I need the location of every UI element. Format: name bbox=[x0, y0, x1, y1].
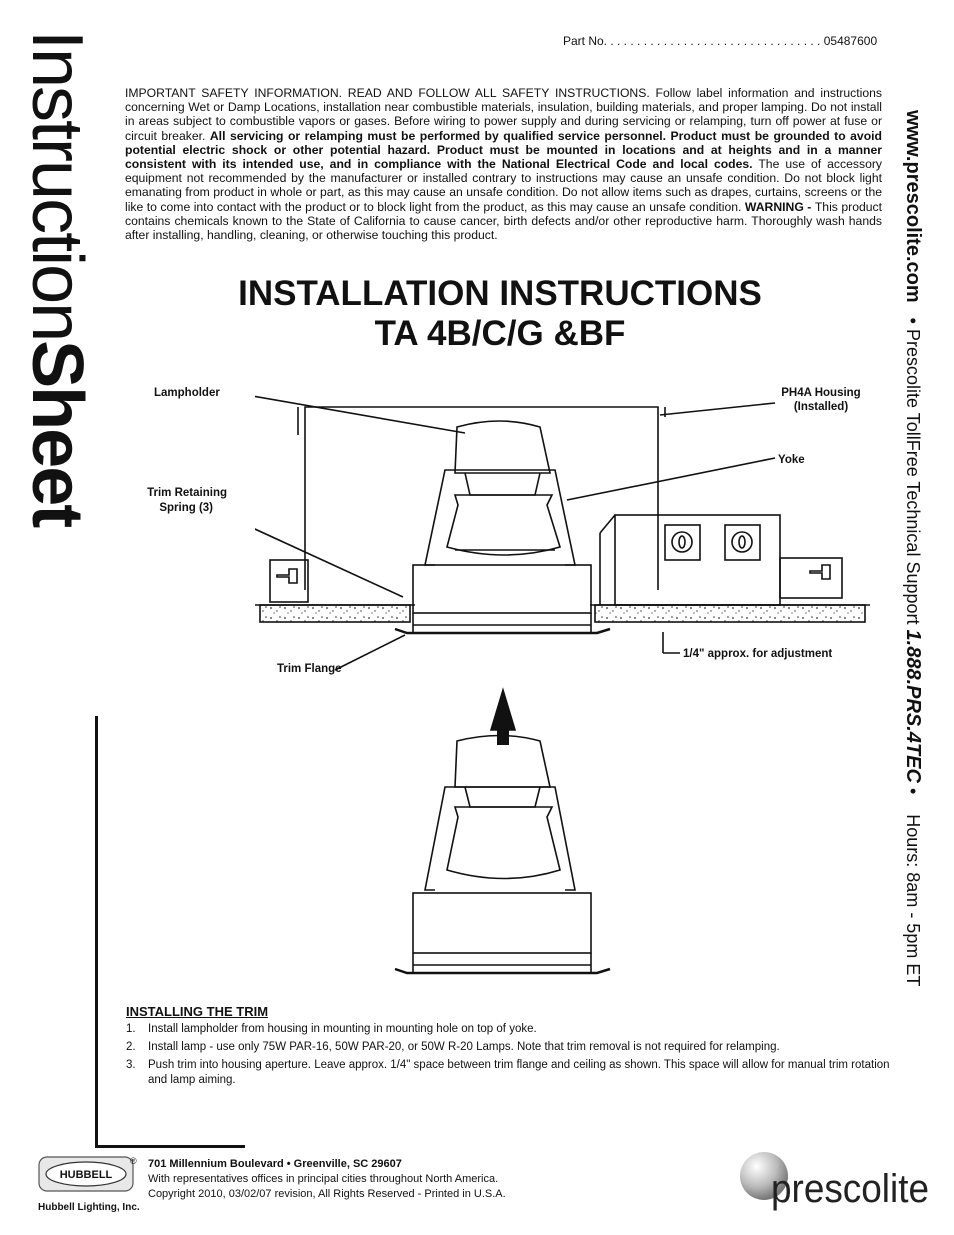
support-sidebar bbox=[890, 110, 936, 1140]
footer-info bbox=[148, 1157, 506, 1202]
leader-spring bbox=[255, 513, 403, 597]
prescolite-logo bbox=[738, 1150, 938, 1220]
website-url[interactable]: www.prescolite.com bbox=[902, 110, 924, 303]
label-housing-line2: (Installed) bbox=[793, 401, 849, 413]
hubbell-logo-text: HUBBELL bbox=[59, 1169, 113, 1181]
leader-lampholder bbox=[255, 393, 465, 433]
safety-bold-text: All servicing or relamping must be performed by qualified service personnel. Product must be grounded to avoid potential electric shock or other potential hazard. Product must be mounted in locations and at heights and in a manner consistent with its intended use, and in compliance with the National Electrical Code and local codes. bbox=[125, 128, 882, 172]
support-hours: Hours: 8am - 5pm ET bbox=[903, 814, 923, 987]
label-trim-flange: Trim Flange bbox=[277, 663, 342, 675]
title-line-1: INSTALLATION INSTRUCTIONS bbox=[238, 274, 762, 313]
footer-copyright: Copyright 2010, 03/02/07 revision, All Rights Reserved - Printed in U.S.A. bbox=[148, 1188, 506, 1200]
safety-information bbox=[125, 86, 882, 242]
step-text: Install lampholder from housing in mounting in mounting hole on top of yoke. bbox=[148, 1023, 537, 1035]
leader-housing bbox=[660, 403, 775, 415]
step-text: Push trim into housing aperture. Leave approx. 1/4" space between trim flange and ceiling as shown. This space will allow for manual trim rotation and lamp aiming. bbox=[148, 1059, 890, 1086]
bullet: • bbox=[903, 787, 923, 795]
list-item bbox=[126, 1022, 891, 1037]
label-yoke: Yoke bbox=[778, 454, 805, 466]
warning-label: WARNING - bbox=[744, 199, 815, 214]
page-title bbox=[125, 274, 875, 354]
footer-address: 701 Millennium Boulevard • Greenville, SC 29607 bbox=[148, 1158, 402, 1170]
footer-line-2: With representatives offices in principal cities throughout North America. bbox=[148, 1173, 499, 1185]
label-lampholder: Lampholder bbox=[154, 387, 220, 399]
label-spring-line1: Trim Retaining bbox=[147, 487, 227, 499]
installation-steps bbox=[126, 1022, 891, 1091]
support-label: Prescolite TollFree Technical Support bbox=[903, 329, 923, 625]
title-line-2: TA 4B/C/G &BF bbox=[374, 314, 626, 353]
list-item bbox=[126, 1058, 891, 1087]
bullet: • bbox=[903, 317, 923, 324]
step-number: 2. bbox=[126, 1041, 136, 1053]
instruction-sheet-wordmark bbox=[17, 30, 97, 730]
leader-flange bbox=[335, 635, 405, 670]
safety-text-3: This product contains chemicals known to the State of California to cause cancer, birth defects and/or other reproductive harm. Thoroughly wash hands after installing, handling, cleaning, or otherwise touching this product. bbox=[125, 199, 883, 243]
safety-text-1: IMPORTANT SAFETY INFORMATION. READ AND FOLLOW ALL SAFETY INSTRUCTIONS. Follow label information and instructions concerning Wet or Damp Locations, installation near combustible materials, insulation, building materials, and proper lamping. Do not install in areas subject to combustible vapors or gases. Before wiring to power supply and during servicing or relamping, turn off power at fuse or circuit breaker. bbox=[125, 86, 882, 143]
part-number: Part No. . . . . . . . . . . . . . . . . . . . . . . . . . . . . . . . . 05487600 bbox=[563, 34, 878, 48]
left-rule-horizontal bbox=[95, 1145, 245, 1148]
hubbell-subtitle: Hubbell Lighting, Inc. bbox=[38, 1202, 140, 1213]
step-text: Install lamp - use only 75W PAR-16, 50W PAR-20, or 50W R-20 Lamps. Note that trim removal is not required for relamping. bbox=[148, 1041, 780, 1053]
section-heading: INSTALLING THE TRIM bbox=[126, 1004, 269, 1019]
label-housing-line1: PH4A Housing bbox=[781, 387, 861, 399]
label-trim-spring bbox=[139, 487, 227, 514]
step-number: 1. bbox=[126, 1023, 136, 1035]
step-number: 3. bbox=[126, 1059, 136, 1071]
prescolite-wordmark: prescolite bbox=[771, 1167, 929, 1211]
wordmark-light: Instruction bbox=[17, 30, 97, 341]
leader-yoke bbox=[567, 458, 775, 500]
label-adjustment: 1/4" approx. for adjustment bbox=[683, 648, 833, 660]
wordmark-bold: Sheet bbox=[17, 340, 97, 527]
trim-installation-diagram bbox=[255, 385, 875, 990]
list-item bbox=[126, 1040, 891, 1055]
left-rule-vertical bbox=[95, 716, 98, 1148]
label-spring-line2: Spring (3) bbox=[159, 502, 213, 514]
safety-text-2: The use of accessory equipment not recommended by the manufacturer or installed contrary to instructions may cause an unsafe condition. Do not block light emanating from product in whole or part, as this may cause an unsafe condition. Do not allow items such as drapes, curtains, screens or the like to come into contact with the product or to block light from the product, as this may cause an unsafe condition. bbox=[125, 157, 882, 214]
support-phone: 1.888.PRS.4TEC bbox=[902, 629, 924, 783]
registered-mark: ® bbox=[130, 1156, 137, 1166]
hubbell-logo bbox=[38, 1156, 134, 1192]
